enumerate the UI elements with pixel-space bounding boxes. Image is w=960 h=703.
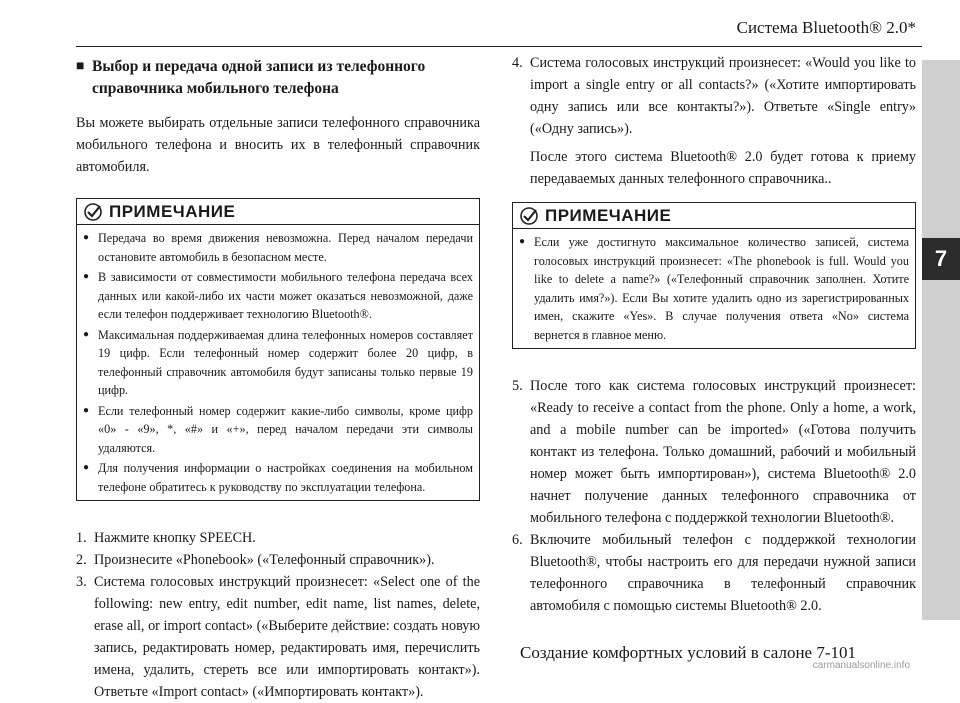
section-intro: Вы можете выбирать отдельные записи телефонного справочника мобильного телефона и вносить их в телефонный справочник автомобиля. [76,115,480,175]
note-header [513,203,915,229]
step-list [512,375,916,617]
note-body [77,225,479,500]
note-title: ПРИМЕЧАНИЕ [109,201,236,221]
step-text: После того как система голосовых инструкций произнесет: «Ready to receive a contact from the phone. Only a home, a work, and a mobile number can be imported» («Готова получить контакт из телефона. Только домашний, рабочий и мобильный номер может быть импортирован»), система Bluetooth® 2.0 начнет получение данных телефонного справочника от мобильного телефона с поддержкой технологии Bluetooth®. [530,378,916,526]
note-item-text: Передача во время движения невозможна. Перед началом передачи остановите автомобиль в безопасном месте. [98,231,473,264]
bullet-dot-icon: ● [83,462,90,473]
step-number: 5. [512,378,523,394]
chapter-side-tab [922,60,960,620]
note-title: ПРИМЕЧАНИЕ [545,205,672,225]
right-column [512,52,916,617]
bullet-dot-icon: ● [83,404,90,416]
step-text: Произнесите «Phonebook» («Телефонный справочник»). [94,552,435,568]
chapter-number-badge: 7 [922,238,960,280]
step-item [512,375,916,529]
step-number: 6. [512,532,523,548]
note-item-text: Для получения информации о настройках соединения на мобильном телефоне обратитесь к руководству по эксплуатации телефона. [98,461,473,494]
step-text: Система голосовых инструкций произнесет: «Would you like to import a single entry or all contacts?» («Хотите импортировать одну запись или все контакты?»). Ответьте «Single entry» («Одну запись»). [530,55,916,137]
step-text: Включите мобильный телефон с поддержкой технологии Bluetooth®, чтобы настроить его для передачи нужной записи телефонного справочника в телефонный справочник автомобиля с помощью системы Bluetooth® 2.0. [530,532,916,614]
note-item [83,326,473,400]
note-item [83,459,473,496]
note-item-text: В зависимости от совместимости мобильного телефона передача всех данных или какой-либо их части может оказаться невозможной, даже если телефон поддерживает технологию Bluetooth®. [98,270,473,321]
step-number: 4. [512,55,523,71]
section-title: Выбор и передача одной записи из телефонного справочника мобильного телефона [92,58,426,97]
step-item [76,549,480,571]
step-list [76,527,480,703]
bullet-dot-icon: ● [83,328,90,340]
section-heading [76,56,480,100]
note-item-text: Если уже достигнуто максимальное количество записей, система голосовых инструкций произнесет: «The phonebook is full. Would you like to delete a name?» («Телефонный справочник заполнен. Хотите удалить имя?»). Если Вы хотите удалить одно из зарегистрированных имен, скажите «Yes». В случае получения ответа «No» система вернется в главное меню. [534,235,909,342]
checkmark-icon [519,207,539,225]
step-followup-text: После этого система Bluetooth® 2.0 будет готова к приему передаваемых данных телефонного справочника.. [530,149,916,187]
step-number: 3. [76,574,87,590]
note-item [83,268,473,324]
step-item [512,529,916,617]
watermark: carmanualsonline.info [812,660,910,671]
note-header [77,199,479,225]
step-item [76,527,480,549]
square-bullet-icon: ■ [76,59,85,74]
step-item [512,52,916,140]
bullet-dot-icon: ● [83,271,90,282]
checkmark-icon [83,203,103,221]
note-item-text: Максимальная поддерживаемая длина телефонных номеров составляет 19 цифр. Если телефонный номер содержит более 20 цифр, в телефонный справочник автомобиля будут записаны только первые 19 цифр. [98,327,473,397]
note-item [83,229,473,266]
step-text: Нажмите кнопку SPEECH. [94,530,256,546]
running-header-title: Система Bluetooth® 2.0* [736,18,916,37]
step-text: Система голосовых инструкций произнесет: «Select one of the following: new entry, edit number, edit name, list names, delete, erase all, or import contact» («Выберите действие: создать новую запись, редактировать номер, редактировать имя, перечислить имена, удалить, стереть все или импортировать контакт»). Ответьте «Import contact» («Импортировать контакт»). [94,574,480,700]
left-column [76,52,480,703]
step-number: 1. [76,530,87,546]
note-item [519,233,909,344]
bullet-dot-icon: ● [83,232,90,243]
step-item [76,571,480,703]
note-box [512,202,916,349]
note-item-text: Если телефонный номер содержит какие-либо символы, кроме цифр «0» - «9», *, «#» и «+», перед началом передачи эти символы удаляются. [98,403,473,455]
bullet-dot-icon: ● [519,236,526,247]
header-rule [76,46,922,47]
note-body [513,229,915,348]
page-footer: Создание комфортных условий в салоне 7-101 [520,643,857,662]
note-item [83,402,473,458]
note-box [76,198,480,501]
step-number: 2. [76,552,87,568]
